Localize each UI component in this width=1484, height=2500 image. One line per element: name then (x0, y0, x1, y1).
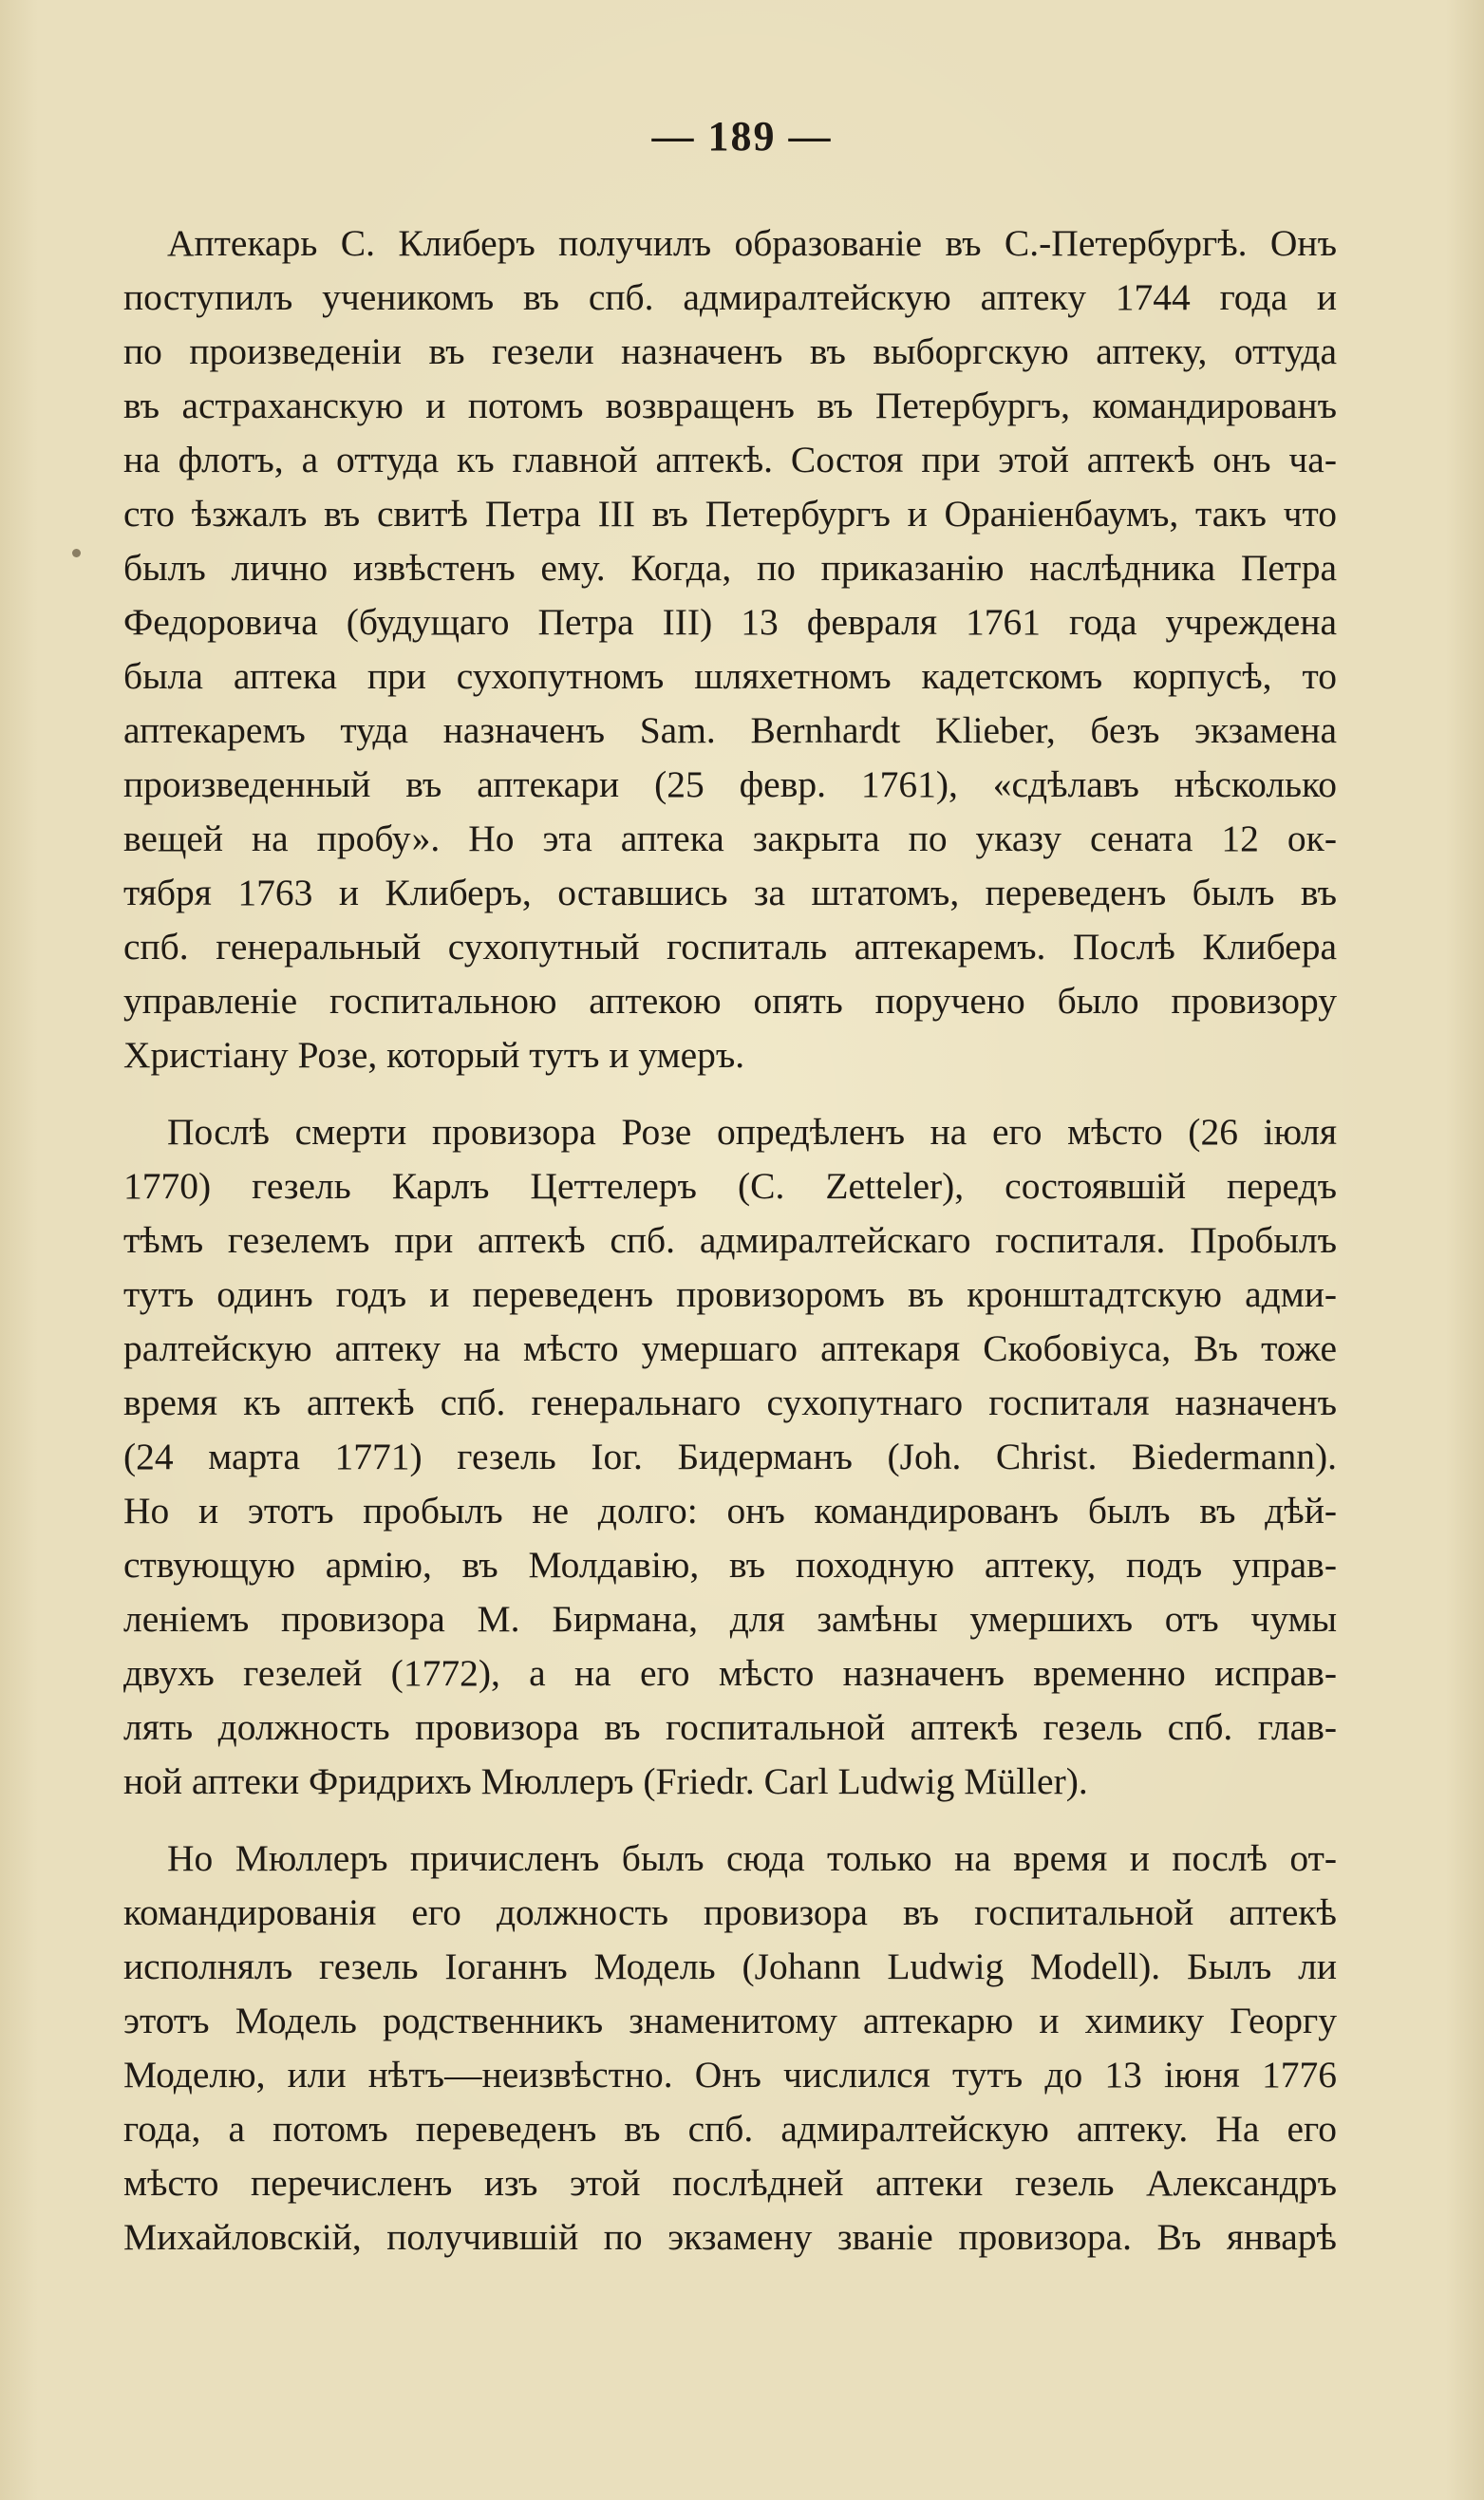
text-line: вещей на пробу». Но эта аптека закрыта по указу сената 12 ок- (123, 818, 1337, 859)
paragraph-2 (123, 1105, 1337, 1809)
text-line: время къ аптекѣ спб. генеральнаго сухопутнаго госпиталя назначенъ (123, 1382, 1337, 1423)
text-line: (24 марта 1771) гезель Іог. Бидерманъ (Joh. Christ. Biedermann). (123, 1436, 1337, 1477)
text-line: тѣмъ гезелемъ при аптекѣ спб. адмиралтейскаго госпиталя. Пробылъ (123, 1219, 1337, 1261)
text-line: Моделю, или нѣтъ—неизвѣстно. Онъ числился тутъ до 13 іюня 1776 (123, 2054, 1337, 2096)
text-line: спб. генеральный сухопутный госпиталь аптекаремъ. Послѣ Клибера (123, 926, 1337, 968)
text-line: была аптека при сухопутномъ шляхетномъ кадетскомъ корпусѣ, то (123, 655, 1337, 697)
text-line: командированія его должность провизора въ госпитальной аптекѣ (123, 1891, 1337, 1933)
text-line: управленіе госпитальною аптекою опять поручено было провизору (123, 980, 1337, 1022)
text-line: Послѣ смерти провизора Розе опредѣленъ на его мѣсто (26 іюля (167, 1111, 1337, 1153)
text-line: произведенный въ аптекари (25 февр. 1761), «сдѣлавъ нѣсколько (123, 763, 1337, 805)
text-line: ной аптеки Фридрихъ Мюллеръ (Friedr. Carl Ludwig Müller). (123, 1760, 1088, 1802)
text-line: тутъ одинъ годъ и переведенъ провизоромъ въ кронштадтскую адми- (123, 1273, 1337, 1315)
text-line: исполнялъ гезель Іоганнъ Модель (Johann Ludwig Modell). Былъ ли (123, 1945, 1337, 1987)
text-line: тября 1763 и Клиберъ, оставшись за штатомъ, переведенъ былъ въ (123, 872, 1337, 913)
text-line: Федоровича (будущаго Петра III) 13 февраля 1761 года учреждена (123, 601, 1337, 643)
text-line: Но Мюллеръ причисленъ былъ сюда только на время и послѣ от- (167, 1837, 1337, 1879)
text-line: по произведеніи въ гезели назначенъ въ выборгскую аптеку, оттуда (123, 330, 1337, 372)
text-line: въ астраханскую и потомъ возвращенъ въ Петербургъ, командированъ (123, 385, 1337, 426)
text-line: леніемъ провизора М. Бирмана, для замѣны умершихъ отъ чумы (123, 1598, 1337, 1640)
text-line: 1770) гезель Карлъ Цеттелеръ (C. Zetteler), состоявшій передъ (123, 1165, 1337, 1207)
ink-spot (72, 549, 81, 557)
text-line: сто ѣзжалъ въ свитѣ Петра III въ Петербургъ и Ораніенбаумъ, такъ что (123, 493, 1337, 535)
text-line: ралтейскую аптеку на мѣсто умершаго аптекаря Скобовіуса, Въ тоже (123, 1327, 1337, 1369)
text-line: Но и этотъ пробылъ не долго: онъ командированъ былъ въ дѣй- (123, 1490, 1337, 1532)
text-line: Михайловскій, получившій по экзамену званіе провизора. Въ январѣ (123, 2216, 1337, 2258)
text-line: мѣсто перечисленъ изъ этой послѣдней аптеки гезель Александръ (123, 2162, 1337, 2204)
text-line: поступилъ ученикомъ въ спб. адмиралтейскую аптеку 1744 года и (123, 276, 1337, 318)
page-number: — 189 — (651, 113, 833, 160)
body-text (123, 216, 1337, 2265)
text-line: ствующую армію, въ Молдавію, въ походную аптеку, подъ управ- (123, 1544, 1337, 1586)
text-line: двухъ гезелей (1772), а на его мѣсто назначенъ временно исправ- (123, 1652, 1337, 1694)
text-line: былъ лично извѣстенъ ему. Когда, по приказанію наслѣдника Петра (123, 547, 1337, 589)
paragraph-1 (123, 216, 1337, 1082)
text-line: Аптекарь С. Клиберъ получилъ образованіе въ С.-Петербургѣ. Онъ (167, 222, 1337, 264)
text-line: этотъ Модель родственникъ знаменитому аптекарю и химику Георгу (123, 2000, 1337, 2041)
paragraph-3 (123, 1832, 1337, 2265)
text-line: лять должность провизора въ госпитальной аптекѣ гезель спб. глав- (123, 1706, 1337, 1748)
text-line: на флотъ, а оттуда къ главной аптекѣ. Состоя при этой аптекѣ онъ ча- (123, 439, 1337, 480)
text-line: аптекаремъ туда назначенъ Sam. Bernhardt Klieber, безъ экзамена (123, 709, 1337, 751)
text-line: года, а потомъ переведенъ въ спб. адмиралтейскую аптеку. На его (123, 2108, 1337, 2150)
text-line: Христіану Розе, который тутъ и умеръ. (123, 1034, 745, 1076)
